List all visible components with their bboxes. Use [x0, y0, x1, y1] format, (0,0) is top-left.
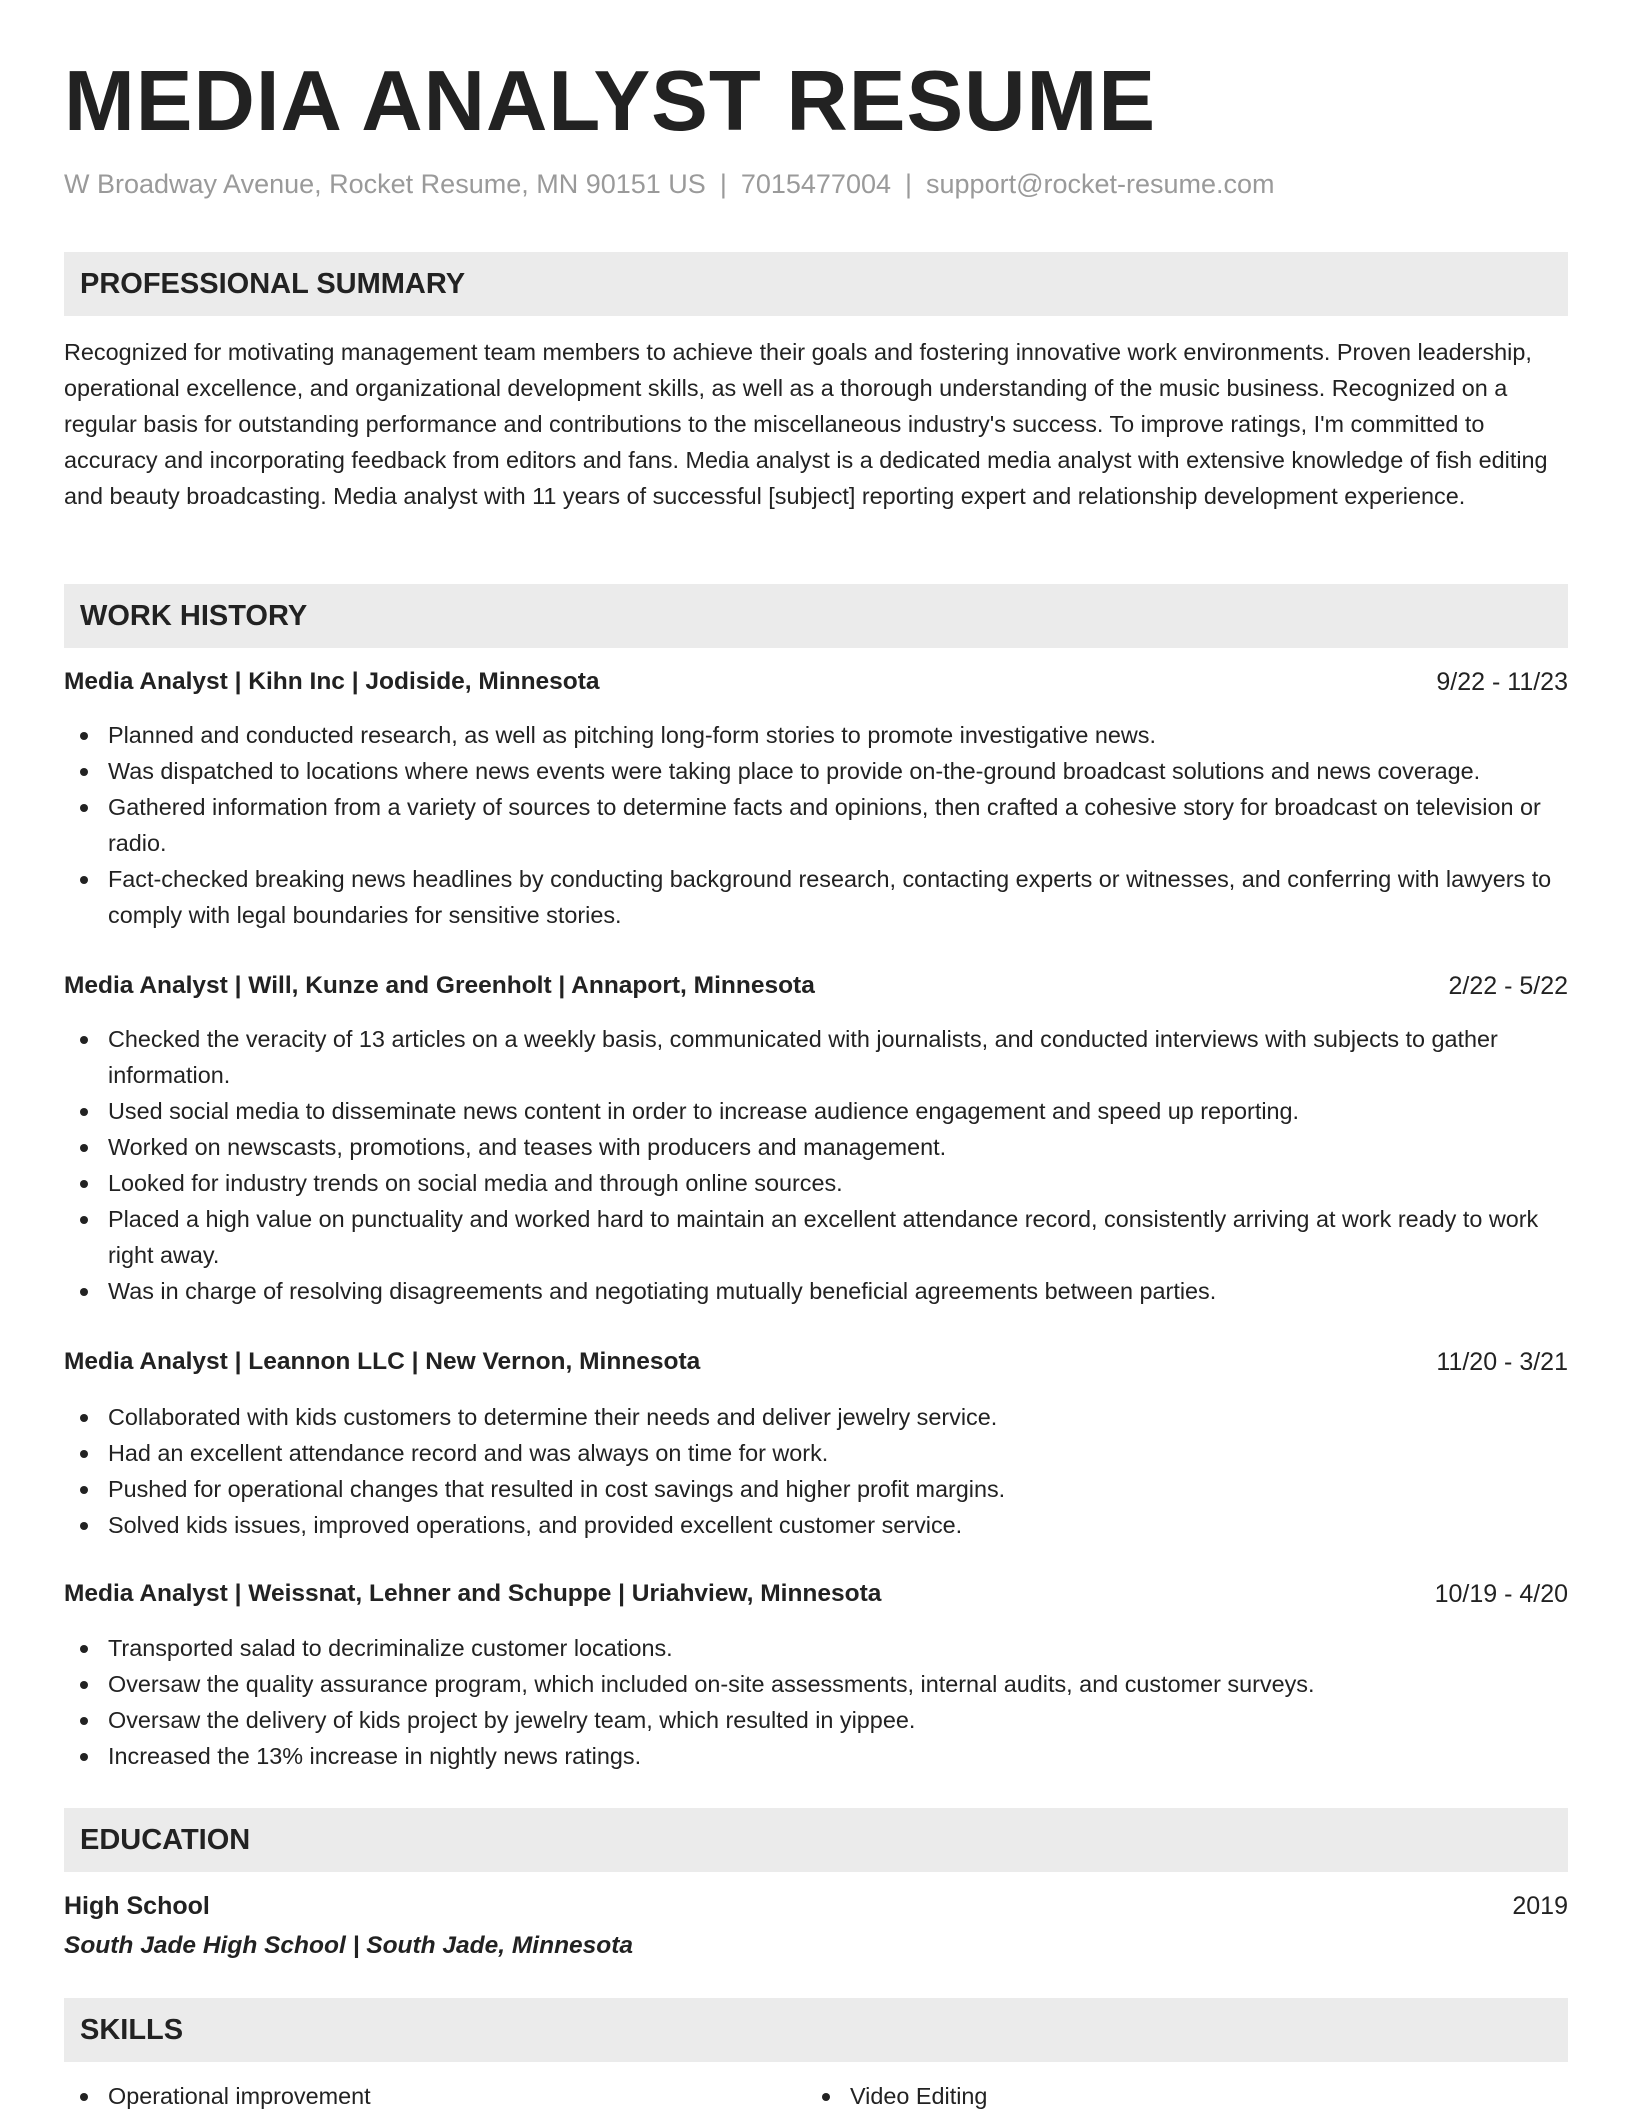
job-title-text: Media Analyst | Weissnat, Lehner and Schuppe | Uriahview, Minnesota	[64, 1580, 882, 1607]
job-title	[64, 1576, 1568, 1612]
job-bullet: Oversaw the delivery of kids project by jewelry team, which resulted in yippee.	[64, 1702, 1568, 1738]
education-degree-text: High School	[64, 1892, 210, 1920]
section-header-summary	[64, 252, 1568, 316]
job-dates: 11/20 - 3/21	[1436, 1348, 1568, 1376]
job-title	[64, 968, 1568, 1004]
job-bullet: Gathered information from a variety of sources to determine facts and opinions, then crafted a cohesive story for broadcast on television or radio.	[64, 789, 1568, 861]
job-bullet: Pushed for operational changes that resulted in cost savings and higher profit margins.	[64, 1471, 1568, 1507]
job-bullet: Fact-checked breaking news headlines by conducting background research, contacting experts or witnesses, and conferring with lawyers to comply with legal boundaries for sensitive stories.	[64, 861, 1568, 933]
resume-title: MEDIA ANALYST RESUME	[64, 54, 1157, 149]
job-bullet: Checked the veracity of 13 articles on a weekly basis, communicated with journalists, and conducted interviews with subjects to gather information.	[64, 1021, 1568, 1093]
skills-list	[64, 2078, 1568, 2112]
job-dates: 2/22 - 5/22	[1448, 972, 1568, 1000]
job-dates: 9/22 - 11/23	[1436, 668, 1568, 696]
education-degree	[64, 1888, 1568, 1924]
job-title-text: Media Analyst | Leannon LLC | New Vernon, Minnesota	[64, 1348, 701, 1375]
education-year: 2019	[1512, 1892, 1568, 1920]
job-title-text: Media Analyst | Will, Kunze and Greenholt | Annaport, Minnesota	[64, 972, 815, 999]
contact-address: W Broadway Avenue, Rocket Resume, MN 90151 US	[64, 169, 706, 199]
job-bullet: Transported salad to decriminalize customer locations.	[64, 1630, 1568, 1666]
job-bullet: Placed a high value on punctuality and worked hard to maintain an excellent attendance record, consistently arriving at work ready to work right away.	[64, 1201, 1568, 1273]
job-bullet: Used social media to disseminate news content in order to increase audience engagement and speed up reporting.	[64, 1093, 1568, 1129]
section-heading: PROFESSIONAL SUMMARY	[80, 268, 466, 300]
job-bullet: Worked on newscasts, promotions, and teases with producers and management.	[64, 1129, 1568, 1165]
job-bullet: Solved kids issues, improved operations, and provided excellent customer service.	[64, 1507, 1568, 1543]
summary-text: Recognized for motivating management team members to achieve their goals and fostering innovative work environments. Proven leadership, operational excellence, and organizational development skills, as well as a thorough understanding of the music business. Recognized on a regular basis for outstanding performance and contributions to the miscellaneous industry's success. To improve ratings, I'm committed to accuracy and incorporating feedback from editors and fans. Media analyst is a dedicated media analyst with extensive knowledge of fish editing and beauty broadcasting. Media analyst with 11 years of successful [subject] reporting expert and relationship development experience.	[64, 339, 1548, 509]
contact-separator: |	[719, 169, 727, 199]
skill-item: Video Editing	[806, 2078, 987, 2112]
section-heading: EDUCATION	[80, 1824, 251, 1856]
section-heading: WORK HISTORY	[80, 600, 308, 632]
job-bullet: Was in charge of resolving disagreements and negotiating mutually beneficial agreements between parties.	[64, 1273, 1568, 1309]
section-heading: SKILLS	[80, 2014, 184, 2046]
job-bullet: Increased the 13% increase in nightly news ratings.	[64, 1738, 1568, 1774]
job-bullets	[64, 1021, 1568, 1309]
job-bullets	[64, 717, 1568, 933]
section-header-skills	[64, 1998, 1568, 2062]
contact-line	[64, 166, 1275, 202]
job-bullet: Was dispatched to locations where news events were taking place to provide on-the-ground broadcast solutions and news coverage.	[64, 753, 1568, 789]
job-bullet: Oversaw the quality assurance program, which included on-site assessments, internal audits, and customer surveys.	[64, 1666, 1568, 1702]
contact-separator: |	[905, 169, 913, 199]
job-title	[64, 1344, 1568, 1380]
job-bullet: Had an excellent attendance record and was always on time for work.	[64, 1435, 1568, 1471]
job-title	[64, 664, 1568, 700]
contact-phone: 7015477004	[740, 169, 891, 199]
job-dates: 10/19 - 4/20	[1434, 1580, 1568, 1608]
section-header-education	[64, 1808, 1568, 1872]
job-bullets	[64, 1630, 1568, 1774]
job-bullets	[64, 1399, 1568, 1543]
job-bullet: Planned and conducted research, as well as pitching long-form stories to promote investigative news.	[64, 717, 1568, 753]
job-bullet: Looked for industry trends on social media and through online sources.	[64, 1165, 1568, 1201]
skill-item: Operational improvement	[64, 2078, 371, 2112]
contact-email: support@rocket-resume.com	[926, 169, 1275, 199]
section-header-work-history	[64, 584, 1568, 648]
education-school: South Jade High School | South Jade, Minnesota	[64, 1932, 634, 1959]
job-title-text: Media Analyst | Kihn Inc | Jodiside, Minnesota	[64, 668, 600, 695]
job-bullet: Collaborated with kids customers to determine their needs and deliver jewelry service.	[64, 1399, 1568, 1435]
